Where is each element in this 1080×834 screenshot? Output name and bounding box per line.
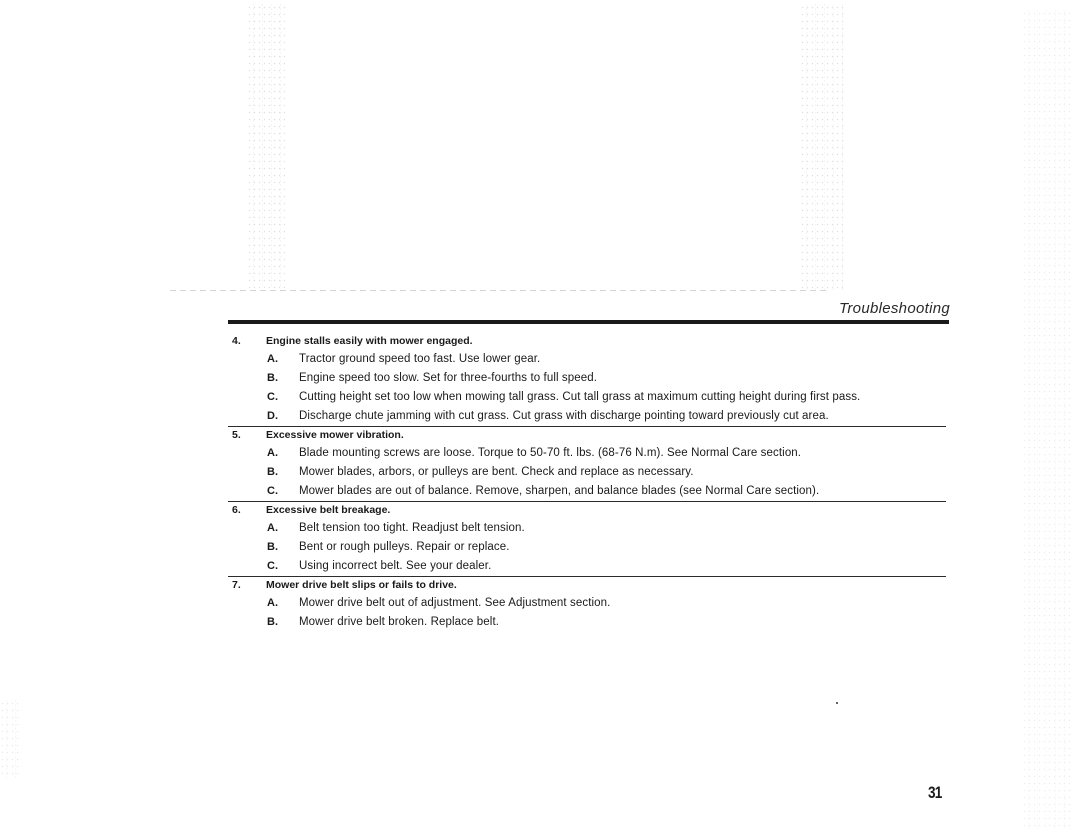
cause-text: Mower blades, arbors, or pulleys are bent. Check and replace as necessary. [299, 466, 694, 478]
section-title: Troubleshooting [839, 300, 950, 317]
cause-letter: C. [267, 485, 278, 497]
cause-text: Using incorrect belt. See your dealer. [299, 560, 492, 572]
issue-4 [228, 333, 946, 427]
cause-letter: A. [267, 447, 278, 459]
cause-text: Blade mounting screws are loose. Torque to 50-70 ft. lbs. (68-76 N.m). See Normal Care section. [299, 447, 802, 459]
cause-text: Cutting height set too low when mowing tall grass. Cut tall grass at maximum cutting height during first pass. [299, 391, 861, 403]
cause-item [228, 407, 946, 426]
issue-6 [228, 502, 946, 577]
issue-number: 5. [232, 429, 241, 441]
issue-number: 4. [232, 335, 241, 347]
cause-letter: B. [267, 616, 278, 628]
issue-heading [228, 502, 946, 519]
cause-letter: D. [267, 410, 278, 422]
cause-text: Mower drive belt broken. Replace belt. [299, 616, 500, 628]
issue-title: Engine stalls easily with mower engaged. [266, 335, 473, 347]
scan-noise [247, 4, 287, 288]
cause-letter: B. [267, 466, 278, 478]
cause-text: Belt tension too tight. Readjust belt tension. [299, 522, 525, 534]
issue-title: Mower drive belt slips or fails to drive. [266, 579, 457, 591]
cause-item [228, 444, 946, 463]
cause-text: Discharge chute jamming with cut grass. Cut grass with discharge pointing toward previously cut area. [299, 410, 829, 422]
cause-letter: B. [267, 541, 278, 553]
cause-text: Bent or rough pulleys. Repair or replace. [299, 541, 510, 553]
issue-heading [228, 333, 946, 350]
troubleshooting-list [228, 333, 949, 632]
cause-letter: A. [267, 597, 278, 609]
faint-divider [170, 290, 830, 291]
issue-heading [228, 427, 946, 444]
cause-item [228, 538, 946, 557]
page-number: 31 [928, 783, 942, 802]
cause-item [228, 594, 946, 613]
cause-item [228, 463, 946, 482]
scan-speck [836, 702, 838, 704]
cause-letter: B. [267, 372, 278, 384]
cause-letter: C. [267, 560, 278, 572]
issue-title: Excessive mower vibration. [266, 429, 404, 441]
cause-letter: C. [267, 391, 278, 403]
cause-item [228, 482, 946, 501]
issue-7 [228, 577, 946, 632]
cause-item [228, 350, 946, 369]
cause-letter: A. [267, 353, 278, 365]
issue-heading [228, 577, 946, 594]
issue-title: Excessive belt breakage. [266, 504, 391, 516]
cause-text: Tractor ground speed too fast. Use lower gear. [299, 353, 541, 365]
cause-text: Engine speed too slow. Set for three-fourths to full speed. [299, 372, 598, 384]
cause-text: Mower blades are out of balance. Remove, sharpen, and balance blades (see Normal Care section). [299, 485, 820, 497]
scan-noise [800, 4, 845, 292]
issue-number: 6. [232, 504, 241, 516]
cause-item [228, 613, 946, 632]
header-rule [228, 320, 949, 324]
issue-5 [228, 427, 946, 502]
issue-number: 7. [232, 579, 241, 591]
scan-noise [1022, 10, 1072, 830]
cause-item [228, 557, 946, 576]
cause-item [228, 388, 946, 407]
cause-item [228, 369, 946, 388]
scan-noise [0, 700, 22, 780]
cause-text: Mower drive belt out of adjustment. See Adjustment section. [299, 597, 611, 609]
cause-letter: A. [267, 522, 278, 534]
cause-item [228, 519, 946, 538]
